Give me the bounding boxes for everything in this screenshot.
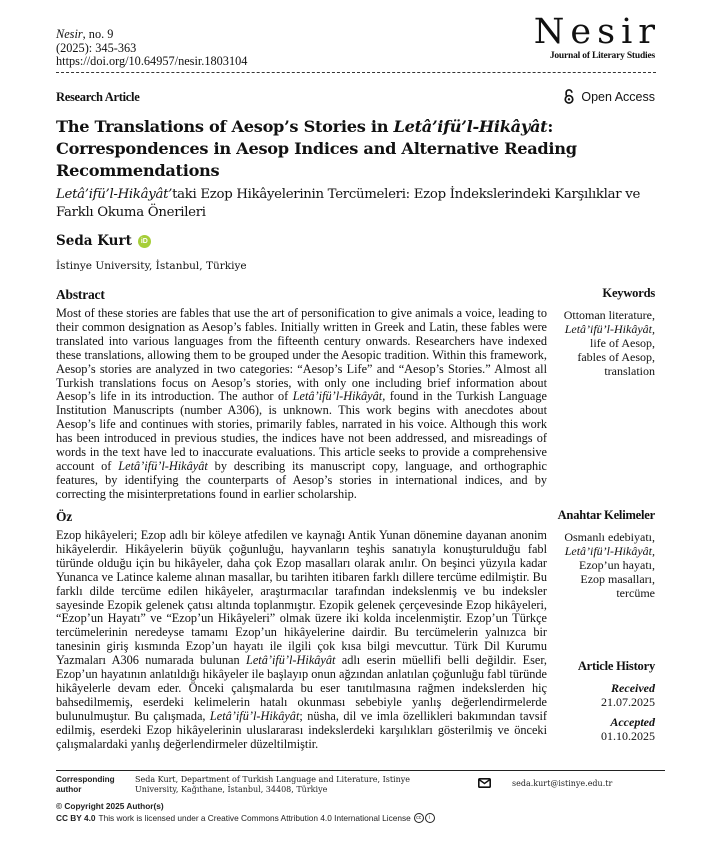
subtitle-italic: Letâ’ifü’l-Hikâyât’ [56,187,173,202]
received-label: Received [611,680,655,695]
email-link[interactable]: seda.kurt@istinye.edu.tr [512,779,613,788]
cc-icon: cc [414,813,424,823]
abstract-italic: Letâ’ifü’l-Hikâyât [118,458,208,473]
anahtar-item: Osmanlı edebiyatı, [564,529,655,544]
title-part-2: : Correspondences in Aesop Indices and Alternative Reading Recommendations [56,117,577,180]
turkish-title [56,186,666,222]
author-affiliation: İstinye University, İstanbul, Türkiye [56,260,247,272]
issue-number: , no. 9 [82,27,114,41]
accepted-date: 01.10.2025 [601,728,655,743]
anahtar-italic: Letâ’ifü’l-Hikâyât, [564,543,655,558]
abstract-part: Most of these stories are fables that use the art of personification to give animals a voice, leading to their common designation as Aesop’s fables. Initially written in Greek and Latin, these fables were translated into various languages from the fifteenth century onwards. Researchers have indexed these translations, allowing them to be grouped under the Aesopic tradition. Within this framework, Aesop’s stories are analyzed in two categories: “Aesop’s Life” and “Aesop’s Stories.” Almost all Turkish translations focus on Aesop’s stories, with only one including brief information about Aesop’s life in its introduction. The author of [56,306,547,404]
received-date: 21.07.2025 [601,694,655,709]
anahtar-kelimeler-panel [558,509,655,600]
abstract-italic: Letâ’ifü’l-Hikâyât, [292,389,386,404]
keyword-item: translation [604,363,655,378]
keyword-item: fables of Aesop, [577,349,655,364]
citation-block [56,28,247,69]
attribution-icon: i [425,813,435,823]
accepted-label: Accepted [610,714,655,729]
journal-name: Nesir [56,27,83,41]
license-badge: CC BY 4.0 [56,813,96,823]
license [56,813,435,823]
anahtar-heading: Anahtar Kelimeler [557,508,655,522]
article-title [56,116,616,182]
footer-divider [56,770,665,771]
header-divider [56,72,656,73]
title-part-1: The Translations of Aesop’s Stories in [56,117,394,136]
author-name: Seda Kurt [56,233,132,249]
oz-italic: Letâ’ifü’l-Hikâyât [245,653,336,668]
keyword-item: life of Aesop, [590,335,655,350]
cc-icons [414,813,435,823]
year-pages: (2025): 345-363 [56,40,137,55]
oz-part: ; nüsha, dil ve imla özellikleri bakımından tavsif edilmiş, eserdeki Ezop hikâyelerinin uluslararası indekslerdeki karşılıkları gösterilmiş ve önceki çalışmalardaki yanlış değerlendirmeler düzeltilmiştir. [56,708,547,751]
oz-heading: Öz [56,509,73,524]
abstract-part: found in the Turkish Language Institution Manuscripts (number A306), is unknown. This work begins with anecdotes about Aesop’s life and continues with stories, primarily fables, narrated in his voice. Although this work has been introduced in previous studies, the indices have not been addressed, and misreadings of words in the text have led to inaccurate evaluations. This article seeks to provide a comprehensive account of [56,389,547,473]
copyright: © Copyright 2025 Author(s) [56,801,164,811]
orcid-icon[interactable]: iD [138,235,151,248]
author [56,233,151,249]
doi-link[interactable]: https://doi.org/10.64957/nesir.1803104 [56,54,248,68]
keywords-heading: Keywords [602,286,655,300]
corresponding-label: Corresponding author [56,775,115,794]
keyword-italic: Letâ’ifü’l-Hikâyât, [564,321,655,336]
subtitle-rest: taki Ezop Hikâyelerinin Tercümeleri: Ezop İndekslerindeki Karşılıklar ve Farklı Okuma Önerileri [56,187,641,220]
open-access-label: Open Access [581,89,655,104]
anahtar-item: Ezop masalları, [580,571,655,586]
article-history [578,660,655,744]
keyword-item: Ottoman literature, [563,307,655,322]
logo-title: Nesir [533,12,661,52]
oz-text [56,529,547,752]
oz-part: Ezop hikâyeleri; Ezop adlı bir köleye atfedilen ve kaynağı Antik Yunan dönemine dayanan anonim hikâyelerdir. Hikâyelerin büyük çoğunluğu, hayvanların teşhis sanatıyla konuşturulduğu fabl türünde olduğu için bu hikâyeler, daha çok Ezop masalları olarak anılır. On beşinci yüzyıla kadar Yunanca ve Latince kaleme alınan masallar, bu tarihten itibaren farklı dillere tercüme edilmiştir. Bu farklı dilde tercüme edilen hikâyeler, araştırmacılar tarafından indekslenmiş ve bu indeksler sayesinde Ezopik gelenek çatısı altında toplanmıştır. Ezopik gelenek çerçevesinde Ezop hikâyeleri, “Ezop’un Hayatı” ve “Ezop’un Hikâyeleri” olmak üzere iki kolda incelenmiştir. Ezop’un Türkçe tercümelerinin neredeyse tamamı Ezop’un hikâyelerine dairdir. Bu tercümelerin yalnızca bir tanesinin giriş kısmında Ezop’un hayatı ile ilgili çok kısa bilgi mevcuttur. Türk Dil Kurumu Yazmaları A306 numarada bulunan [56,528,547,668]
license-text[interactable]: This work is licensed under a Creative Commons Attribution 4.0 International License [98,813,411,823]
keywords-panel [564,287,655,378]
open-access-badge [563,89,655,104]
open-access-icon [563,89,575,104]
abstract-text [56,307,547,502]
abstract-part: by describing its manuscript copy, language, and orthographic features, by identifying the counterparts of Aesop’s stories in international indices, and by correcting the misinterpretations found in earlier scholarship. [56,458,547,501]
history-heading: Article History [577,659,655,673]
anahtar-item: tercüme [616,585,655,600]
anahtar-item: Ezop’un hayatı, [579,557,655,572]
oz-part: adlı eserin müellifi belli değildir. Eser, Ezop’un hayatının anlatıldığı hikâyeler ile başlayıp onun ağzından anlatılan çoğunluğu fabl türünde hikâyelerle devam eder. Önceki çalışmalarda bu eser tanıtılmasına rağmen indekslerden hiç bahsedilmemiş, eserdeki kelimelerin hatalı okunması sebebiyle yanlış değerlendirmelerde bulunulmuştur. Bu çalışmada, [56,653,548,723]
mail-icon [478,778,491,788]
anahtar-item [558,545,655,559]
oz-italic: Letâ’ifü’l-Hikâyât [209,708,300,723]
journal-logo [533,12,661,61]
article-type: Research Article [56,90,140,104]
logo-subtitle: Journal of Literary Studies [549,51,655,61]
keyword-item [564,323,655,337]
title-italic: Letâ’ifü’l-Hikâyât [393,117,548,136]
corresponding-address: Seda Kurt, Department of Turkish Language and Literature, Istinye University, Kağıthane, İstanbul, 34408, Türkiye [135,775,411,794]
abstract-heading: Abstract [56,287,105,302]
